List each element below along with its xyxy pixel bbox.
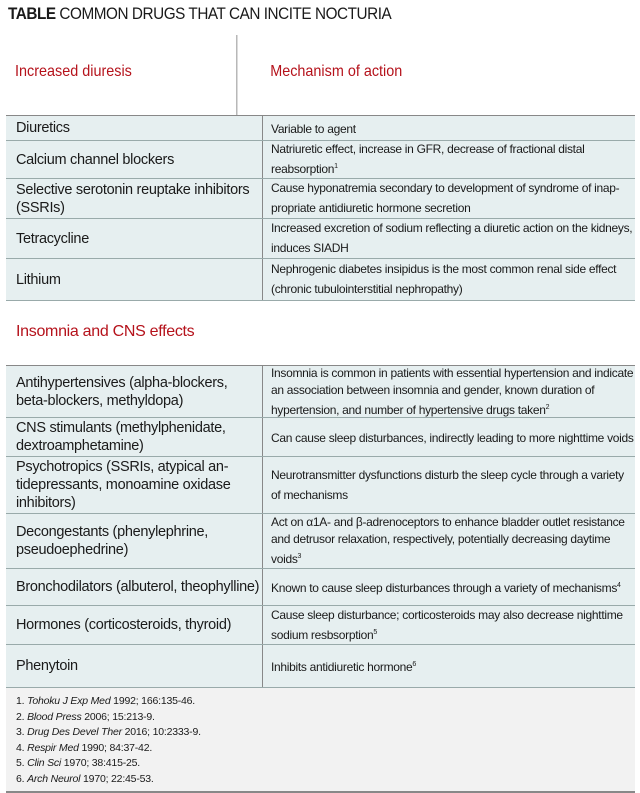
mechanism-text bbox=[271, 467, 635, 504]
citation: 1992; 166:135-46. bbox=[110, 695, 196, 707]
footnote-number: 2. bbox=[16, 710, 28, 723]
table-row bbox=[6, 418, 635, 457]
mechanism-cell bbox=[263, 569, 635, 605]
table-row bbox=[6, 645, 635, 688]
mechanism-text bbox=[271, 141, 635, 178]
mechanism-text bbox=[271, 607, 635, 644]
drug-name: Antihypertensives (alpha-blockers, beta-blockers, methyldopa) bbox=[16, 374, 228, 409]
mechanism-text bbox=[271, 220, 635, 257]
table-row bbox=[6, 179, 635, 219]
journal: Respir Med bbox=[27, 741, 79, 754]
drug-cell bbox=[6, 418, 263, 456]
drug-cell bbox=[6, 116, 263, 140]
reference-number: 4 bbox=[617, 582, 621, 589]
footnote bbox=[16, 741, 635, 757]
footnote bbox=[16, 772, 635, 788]
drug-cell bbox=[6, 366, 263, 417]
mechanism: Insomnia is common in patients with essential hypertension and indicate an association between insomnia and gender, known duration of hypertension, and number of hypertensive drugs taken bbox=[271, 365, 634, 417]
section-increased-diuresis bbox=[6, 116, 635, 301]
journal: Tohoku J Exp Med bbox=[27, 695, 111, 707]
table-row bbox=[6, 219, 635, 259]
mechanism-cell bbox=[263, 141, 635, 178]
mechanism-cell bbox=[263, 366, 635, 417]
journal: Drug Des Devel Ther bbox=[27, 726, 122, 738]
mechanism: Increased excretion of sodium reflecting a diuretic action on the kidneys, induces SIADH bbox=[271, 221, 633, 255]
mechanism: Inhibits antidiuretic hormone bbox=[271, 660, 413, 674]
table-row bbox=[6, 141, 635, 179]
mechanism: Known to cause sleep disturbances through a variety of mechanisms bbox=[271, 581, 618, 595]
footnotes bbox=[6, 688, 635, 793]
citation: 1970; 38:415-25. bbox=[61, 757, 140, 769]
mechanism-cell bbox=[263, 116, 635, 140]
reference-number: 6 bbox=[412, 661, 416, 668]
table-row bbox=[6, 569, 635, 606]
title-text: COMMON DRUGS THAT CAN INCITE NOCTURIA bbox=[55, 4, 392, 23]
drug-name: Hormones (corticosteroids, thyroid) bbox=[16, 617, 232, 633]
drug-name: Phenytoin bbox=[16, 658, 78, 674]
reference-number: 3 bbox=[297, 553, 302, 560]
nocturia-drugs-table bbox=[6, 35, 635, 793]
drug-cell bbox=[6, 259, 263, 300]
drug-name: Decongestants (phenylephrine, pseudoephedrine) bbox=[16, 524, 209, 558]
drug-cell bbox=[6, 141, 263, 178]
citation: 1990; 84:37-42. bbox=[78, 741, 153, 754]
mechanism-text bbox=[271, 118, 356, 138]
journal: Blood Press bbox=[27, 710, 82, 723]
section-title-insomnia: Insomnia and CNS effects bbox=[6, 301, 635, 366]
title-label: TABLE bbox=[8, 4, 56, 23]
header-mechanism: Mechanism of action bbox=[270, 63, 403, 80]
citation: 2016; 10:2333-9. bbox=[121, 726, 201, 738]
table-row bbox=[6, 457, 635, 514]
mechanism-text bbox=[271, 656, 416, 676]
drug-name: Bronchodilators (albuterol, theophylline) bbox=[16, 579, 260, 595]
reference-number: 5 bbox=[373, 628, 377, 636]
mechanism: Natriuretic effect, increase in GFR, decrease of fractional distal reabsorption bbox=[271, 142, 585, 176]
footnote bbox=[16, 710, 635, 726]
drug-cell bbox=[6, 569, 263, 605]
drug-cell bbox=[6, 457, 263, 513]
drug-name: Selective serotonin reuptake inhibitors (SSRIs) bbox=[16, 181, 250, 216]
drug-cell bbox=[6, 645, 263, 687]
drug-name: Diuretics bbox=[16, 120, 70, 136]
drug-name: CNS stimulants (methylphenidate, dextroamphetamine) bbox=[16, 420, 226, 454]
footnote bbox=[16, 756, 635, 772]
footnote-number: 3. bbox=[16, 726, 28, 738]
mechanism-text bbox=[271, 180, 635, 217]
footnote bbox=[16, 694, 635, 710]
mechanism: Cause sleep disturbance; corticosteroids may also decrease nighttime sodium resbsorption bbox=[271, 607, 623, 642]
table-row bbox=[6, 259, 635, 301]
reference-number: 1 bbox=[334, 163, 338, 170]
drug-cell bbox=[6, 179, 263, 218]
drug-cell bbox=[6, 514, 263, 568]
mechanism-cell bbox=[263, 457, 635, 513]
mechanism-cell bbox=[263, 606, 635, 644]
table-row bbox=[6, 366, 635, 418]
journal: Clin Sci bbox=[27, 757, 62, 769]
mechanism-cell bbox=[263, 645, 635, 687]
mechanism-cell bbox=[263, 514, 635, 568]
mechanism-cell bbox=[263, 179, 635, 218]
drug-cell bbox=[6, 606, 263, 644]
mechanism-text bbox=[271, 427, 634, 447]
footnote-number: 6. bbox=[16, 772, 28, 785]
mechanism-cell bbox=[263, 219, 635, 258]
mechanism-cell bbox=[263, 259, 635, 300]
footnote bbox=[16, 725, 635, 741]
mechanism: Can cause sleep disturbances, indirectly leading to more nighttime voids bbox=[271, 431, 634, 445]
journal: Arch Neurol bbox=[27, 772, 81, 785]
mechanism-cell bbox=[263, 418, 635, 456]
citation: 1970; 22:45-53. bbox=[80, 772, 154, 785]
section-insomnia bbox=[6, 366, 635, 688]
table-row bbox=[6, 606, 635, 645]
mechanism: Nephrogenic diabetes insipidus is the most common renal side effect (chronic tubulointerstitial nephropathy) bbox=[271, 262, 617, 296]
table-title bbox=[8, 4, 391, 24]
drug-name: Psychotropics (SSRIs, atypical antidepressants, monoamine oxidase inhibitors) bbox=[16, 459, 231, 511]
table-row bbox=[6, 514, 635, 569]
table-header bbox=[6, 35, 635, 116]
footnote-number: 4. bbox=[16, 741, 28, 754]
drug-cell bbox=[6, 219, 263, 258]
mechanism: Neurotransmitter dysfunctions disturb the sleep cycle through a variety of mechanisms bbox=[271, 467, 624, 502]
footnote-number: 5. bbox=[16, 757, 28, 769]
table-row bbox=[6, 116, 635, 141]
mechanism-text bbox=[271, 514, 635, 568]
citation: 2006; 15:213-9. bbox=[81, 710, 155, 723]
mechanism-text bbox=[271, 365, 635, 419]
mechanism: Act on α1A- and β-adrenoceptors to enhance bladder outlet resistance and detrusor relaxation, respectively, potentially decreasing daytime voids bbox=[271, 515, 625, 566]
footnote-number: 1. bbox=[16, 695, 28, 707]
header-increased-diuresis: Increased diuresis bbox=[6, 35, 237, 115]
drug-name: Tetracycline bbox=[16, 230, 89, 247]
mechanism-text bbox=[271, 261, 635, 298]
mechanism: Variable to agent bbox=[271, 122, 356, 136]
drug-name: Calcium channel blockers bbox=[16, 151, 175, 168]
mechanism: Cause hyponatremia secondary to development of syndrome of inappropriate antidiuretic hormone secretion bbox=[271, 181, 620, 215]
mechanism-text bbox=[271, 577, 621, 597]
reference-number: 2 bbox=[545, 403, 550, 411]
drug-name: Lithium bbox=[16, 271, 61, 288]
